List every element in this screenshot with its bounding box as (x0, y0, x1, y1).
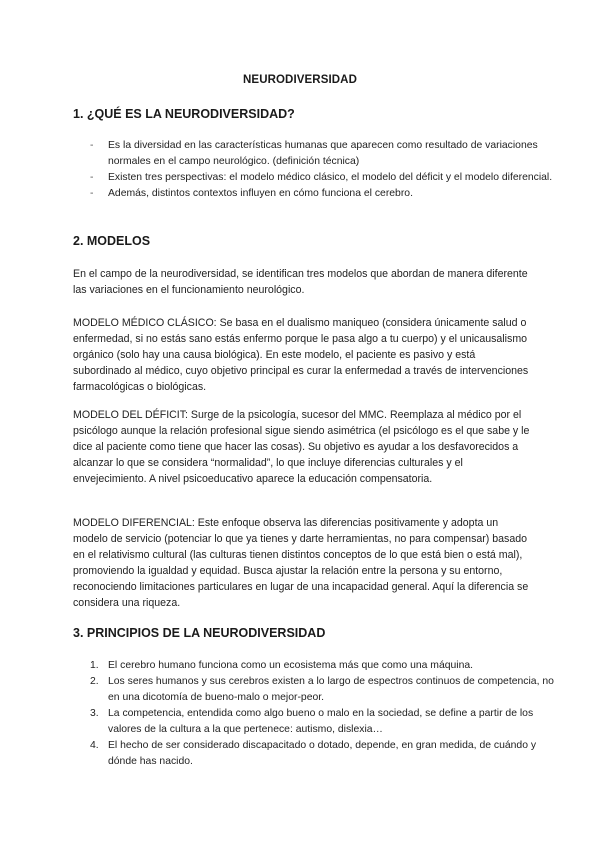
list-item: 3. La competencia, entendida como algo bueno o malo en la sociedad, se define a partir de los valores de la cultura a la que pertenece: autismo, dislexia… (90, 708, 534, 735)
document-title: NEURODIVERSIDAD (243, 74, 357, 86)
section-2-heading: 2. MODELOS (73, 234, 151, 248)
section-3-heading: 3. PRINCIPIOS DE LA NEURODIVERSIDAD (73, 626, 326, 640)
paragraph-modelo-deficit: MODELO DEL DÉFICIT: Surge de la psicología, sucesor del MMC. Reemplaza al médico por el psicólogo aunque la relación profesional sigue siendo asimétrica (el psicólogo es el que sabe y le dice al paciente como tiene que hacer las cosas). Su objetivo es ayudar a los desfavorecidos a alcanzar lo que se considera “normalidad”, lo que incluye diferencias culturales y el envejecimiento. A nivel psicoeducativo aparece la educación compensatoria. (73, 409, 530, 486)
list-item: 2. Los seres humanos y sus cerebros existen a lo largo de espectros continuos de competencia, no en una dicotomía de bueno-malo o mejor-peor. (90, 676, 554, 703)
list-item: 4. El hecho de ser considerado discapacitado o dotado, depende, en gran medida, de cuándo y dónde has nacido. (90, 740, 537, 767)
list-item: 1. El cerebro humano funciona como un ecosistema más que como una máquina. (90, 658, 555, 674)
list-number: 2. (90, 676, 99, 687)
section-1-bullet-list (90, 138, 555, 202)
bullet-marker: - (90, 188, 94, 199)
list-number: 1. (90, 660, 99, 671)
section-3-numbered-list (90, 658, 555, 770)
list-item: - Existen tres perspectivas: el modelo médico clásico, el modelo del déficit y el modelo diferencial. (90, 170, 555, 186)
paragraph-intro: En el campo de la neurodiversidad, se identifican tres modelos que abordan de manera diferente las variaciones en el funcionamiento neurológico. (73, 268, 528, 297)
list-number: 3. (90, 708, 99, 719)
list-item: - Además, distintos contextos influyen en cómo funciona el cerebro. (90, 186, 555, 202)
paragraph-modelo-diferencial: MODELO DIFERENCIAL: Este enfoque observa las diferencias positivamente y adopta un modelo de servicio (potenciar lo que ya tienes y darte herramientas, no para compensar) basado en el relativismo cultural (las culturas tienen distintos conceptos de lo que está bien o está mal), promoviendo la igualdad y equidad. Busca ajustar la relación entre la persona y su entorno, reconociendo limitaciones particulares en lugar de una incapacidad general. Aquí la diferencia se considera una riqueza. (73, 517, 529, 610)
section-1-heading: 1. ¿QUÉ ES LA NEURODIVERSIDAD? (73, 107, 295, 121)
bullet-marker: - (90, 172, 94, 183)
list-number: 4. (90, 740, 99, 751)
bullet-marker: - (90, 140, 94, 151)
paragraph-modelo-medico: MODELO MÉDICO CLÁSICO: Se basa en el dualismo maniqueo (considera únicamente salud o enfermedad, si no estás sano estás enfermo porque le pasa algo a tu cuerpo) y el unicausalismo orgánico (solo hay una causa biológica). En este modelo, el paciente es pasivo y está subordinado al médico, cuyo objetivo principal es curar la enfermedad a través de intervenciones farmacológicas o biológicas. (73, 317, 529, 394)
list-item: - Es la diversidad en las características humanas que aparecen como resultado de variaciones normales en el campo neurológico. (definición técnica) (90, 140, 538, 167)
